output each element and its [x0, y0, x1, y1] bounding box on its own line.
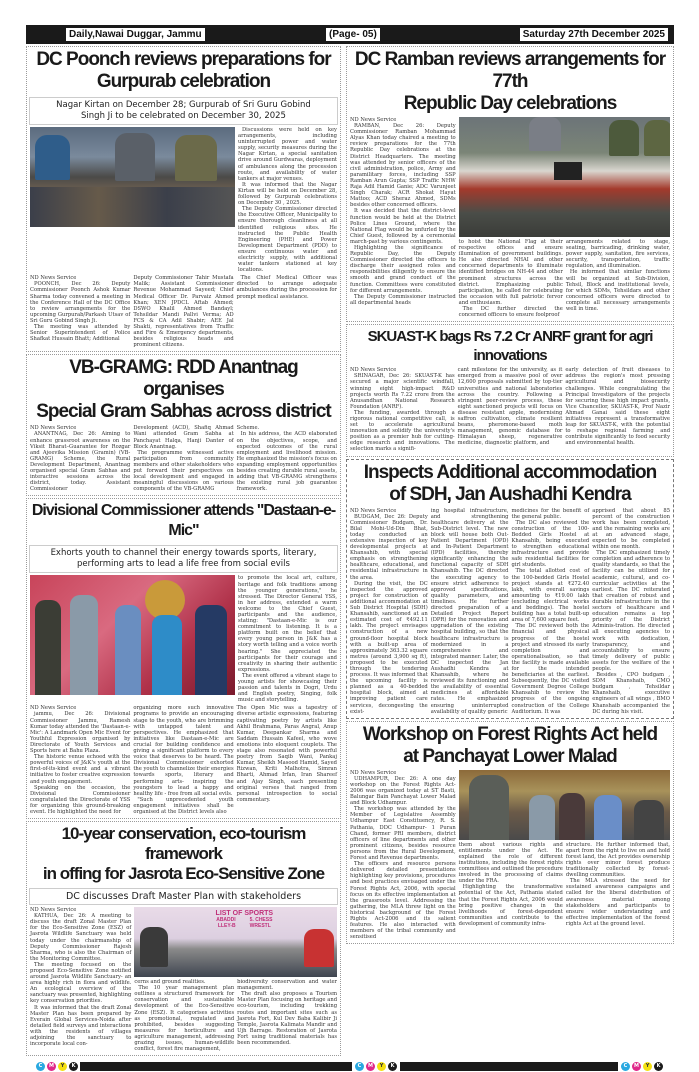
paragraph: biodiversity conservation and water management. — [237, 979, 338, 992]
paragraph: The meeting focused on the proposed Eco-Sensitive Zone notified around Jasrota Wildlife Sanctuary- an area highly rich in flora and wildlife. An ecological overview of the sanctuary was presented, highlighting key conservation priorities. — [30, 961, 132, 1005]
right-stack — [346, 46, 674, 944]
subheadline: DC discusses Draft Master Plan with stakeholders — [65, 891, 302, 903]
article-column — [237, 979, 337, 1052]
headline-line: Gurpurab celebration — [96, 71, 271, 92]
subheadline-box — [29, 888, 338, 905]
article-column — [459, 842, 563, 927]
headline-line: Inspects Additional accommodation — [363, 461, 657, 483]
paragraph: The meeting was attended by Senior Superintendent of Police Shafkat Hussain Bhatt; Additional — [30, 324, 131, 343]
article-column — [592, 508, 670, 715]
article-column — [237, 275, 337, 348]
subheadline-line: Singh Ji to be celebrated on December 30, 2025 — [81, 111, 286, 121]
headline — [27, 47, 340, 95]
paragraph: ing hospital infrastructure, and strengthening healthcare delivery at the Sub-District level. The new block will house both Out-Patient Department (OPD) and In-Patient Department (IPD) facilities, thereby significantly enhancing the functional capacity of SDH Khansahib. The DC directed the executing agency to ensure strict adherence to approved specifications, quality parameters, and timelines. He further directed preparation of a Detailed Project Report (DPR) for the renovation and upgradation of the existing hospital building, so that the healthcare infrastructure is modernized in a comprehensive and integrated manner. Later, the DC inspected the Jan Aushadhi Kendra at Khansahib, where he reviewed its functioning and the availability of essential medicines at affordable rates. He emphasized ensuring uninterrupted availability of quality generic — [430, 507, 509, 715]
paragraph: It was informed that the Nagar Kirtan will be held on December 28, followed by Gurpurab celebrations on December 30 , 2025. — [238, 181, 337, 207]
article-column — [237, 705, 337, 815]
headline — [347, 47, 673, 117]
headline-line: VB-GRAMG: RDD Anantnag organises — [69, 357, 298, 401]
subheadline-box — [29, 97, 338, 125]
photo-text: WRESTL — [249, 923, 271, 930]
registration-mark-yellow: Y — [643, 1062, 652, 1071]
article-budgam — [346, 459, 674, 719]
article-vbgramg — [26, 354, 341, 496]
article-poonch — [26, 46, 341, 352]
paragraph: arrangements related to stage, seating, barricading, drinking water, power supply, sanitation, fire services, security, transportation, traffic regulation, and illumination. — [565, 239, 671, 270]
headline — [347, 722, 673, 770]
paragraph: medicines for the benefit of the general public. — [511, 507, 590, 520]
registration-row — [26, 1062, 674, 1072]
paragraph: them about various rights and entitlements under the Act. He explained the role of different institutions, including the forest rights committees and outlined the procedure involved in the processing of claims under the FRA. — [458, 841, 563, 885]
registration-bar — [80, 1062, 352, 1071]
article-column — [350, 508, 428, 715]
headline-line: Special Gram Sabhas across district — [36, 401, 331, 423]
page-number: (Page- 05) — [326, 28, 380, 41]
paragraph: to promote the local art, culture, heritage and folk traditions among the younger generations," he stressed. The Director General YSS, in her address, extended a warm welcome to the Chief Guest, participants and the audience, stating: "Dastaan-e-Mic is our commitment to listening. It is a platform built on the belief that every young person in J&K has a story worth telling and a voice worth hearing." She appreciated the participants for their courage and creativity in sharing their authentic expressions. — [238, 575, 337, 673]
paragraph: The officers and resource persons delivered detailed presentations highlighting key provisions, procedures and best practices envisaged under the Forest Rights Act, 2006, with special focus on its effective implementation at the grassroots level. Addressing the gathering, the MLA threw light on the historical background of the Forest Rights Act-2006 and its salient features. He also interacted with members of the tribal community and sensitised — [350, 861, 456, 941]
paragraph: BUDGAM, Dec 26: Deputy Commissioner Budgam, Dr. Bilal Mohi-Ud-Din Bhat, today conducted an extensive inspection of key developmental projects at Khansahib, with special emphasis on strengthening healthcare, educational, and residential infrastructure in the area. — [350, 513, 428, 581]
article-column — [30, 907, 131, 1052]
headline — [27, 355, 340, 425]
workshop-photo — [459, 770, 670, 840]
paragraph: The Chief Medical Officer was directed to arrange adequate ambulances during the procession for prompt medical assistance. — [236, 275, 337, 300]
news-source: ND News Service — [350, 769, 397, 776]
paragraph: Discussions were held on key arrangements, including uninterrupted power and water supply, security measures during the Nagar Kirtan, a special sanitation drive around Gurdwaras, deployment of ambulances along the procession route, and availability of water tankers at major venues. — [238, 127, 337, 182]
article-column — [238, 575, 337, 703]
paragraph: Scheme. — [236, 425, 260, 432]
registration-mark-magenta: M — [632, 1062, 641, 1071]
article-column — [30, 425, 130, 492]
paragraph: In his address, the ACD elaborated on the objectives, scope, and expected outcomes of the rural employment and livelihood mission. He emphasized the mission's focus on expanding employment opportunities besides creating durable rural assets, adding that VB-GRAMG strengthens the existing rural job guarantee framework. — [236, 431, 337, 493]
paragraph: Deputy Commissioner Tahir Mustafa Malik; Assistant Commissioner Revenue Mohammad Sayeed; Chief Medical Officer Dr. Parvaiz Ahmed Khan; XEN JPDCL Aftab Ahmed; DSWO Khalil Ahmed Bandayl; Tehsildar Mandi Pallvi Verma; AD FCS & CA Adil Shabir; AEE Jal Shakti, representatives from Traffic and Fire & Emergency departments, besides religious heads and prominent citizens. — [133, 275, 234, 349]
masthead-bar — [26, 25, 674, 44]
meeting-photo — [30, 127, 235, 227]
headline — [27, 822, 340, 886]
subheadline — [33, 100, 334, 122]
paragraph: SRINAGAR, Dec 26: SKUAST-K has secured a major scientific windfall, winning eight high-impact R&D projects worth Rs 7.22 crore from the Anusandhan National Research Foundation (ANRF). — [350, 373, 455, 410]
news-source: ND News Service — [30, 425, 77, 432]
paragraph: to hoist the National Flag at their respective offices and ensure illumination of government buildings. He also directed NHAI and other concerned departments to illuminate identified bridges on NH-44 and other prominent structures across the district. Emphasizing public participation, he called for celebrating the occasion with full patriotic fervor and enthusiasm. — [458, 239, 563, 306]
article-column — [350, 770, 456, 941]
photo-banner-text: LIST OF SPORTS — [215, 910, 274, 918]
article-column — [431, 508, 509, 715]
paragraph: The Open Mic was a tapestry of diverse artistic expressions, featuring captivating poetry by artists like Akhil Brahmana, Paras Angral, Anup Kumar, Deepankar Sharma and Saddam Hussain Kafeel, who wove emotions into eloquent couplets. The stage also resonated with powerful poetry from Saqib Wani, Pankaj Kumar, Sheikh Masood Hamid, Sayed Rizwan, Kriti Malhotra, Simran Bharti, Ahmad Irfan, Iran Shareef and Ajay Singh, each presenting original verses that ranged from personal introspection to social commentary. — [236, 705, 337, 803]
photo-text: ABADDI — [216, 917, 236, 924]
paragraph: It was informed that the draft Zonal Master Plan has been prepared by Everain Global Services-Noida after detailed field surveys and interactions with the residents of villages adjoining the sanctuary to incorporate local con- — [30, 1004, 132, 1048]
paragraph: Highlighting the significance of Republic Day, the Deputy Commissioner directed the officers to discharge their assigned roles and responsibilities diligently to ensure the smooth and grand conduct of the function. Committees were constituted for different arrangements. — [350, 244, 456, 294]
headline-line: DC Poonch reviews preparations for — [36, 49, 331, 70]
subheadline-box — [29, 545, 338, 573]
paragraph: The DC emphasized timely completion and adherence to quality standards, so that the facility can be utilized for academic, cultural, and co-curricular activities at the earliest. The DC reiterated that creation of robust and durable infrastructure in the sectors of healthcare and education remains a top priority of the District Adminis-tration. He directed all executing agencies to work with dedication, transparency, and accountability to ensure timely delivery of public assets for the welfare of the people. — [592, 550, 670, 672]
paragraph: organizing more such innovative programs to provide an encouraging stage to the youth, who are brimming with untapped talent and perspectives. He emphasized that initiatives like Dastaan-e-Mic are crucial for building confidence and giving a significant platform to every voice that deserves to be heard. The Divisional Commissioner exhorted the youth to channelize their energies towards sports, literary and performing arts- inspiring the youngsters to lead a happy and healthy life - free from all social evils. — [133, 705, 234, 797]
paragraph: "Such unprecedented youth engagement initiatives shall be organised at the District levels also — [133, 796, 234, 815]
meeting-photo — [134, 907, 337, 977]
event-photo — [30, 575, 235, 695]
headline — [347, 460, 673, 508]
paragraph: cant milestone for the university, as it emerged from a massive pool of over 12,600 proposals submitted by top-tier universities and national laboratories across the country. Following a stringent peer-review process, these eight sanctioned projects will focus on disease resistant apple, modernising saffron cultivation, climate resilient beans, pheromone-based moth management, genomic database for Himalayan sheep, regenerative medicine, diagnostic platform, and — [457, 367, 563, 447]
article-column — [350, 367, 455, 452]
registration-mark-black: K — [654, 1062, 663, 1071]
paragraph: Besides , CPO budgam , SDM Khanshaib, CMO budgam , Tehsildar Khanshaib, executive engineers of all wings , BMO Khanshaib accompanied the DC during his visit. — [592, 672, 670, 715]
headline-line: Workshop on Forest Rights Act held — [362, 723, 658, 745]
article-column — [237, 425, 337, 492]
paragraph: During the visit, the DC inspected the approved project for construction of additional accommodation at Sub District Hospital (SDH) Khansahib, sanctioned at an estimated cost of ₹492.11 lakh. The project envisages construction of a new ground-floor hospital block with a built-up area of approximately 363.32 square metres (around 3,900 sq ft), proposed to be executed through the tendering process. It was informed that the upcoming facility is planned as a 40-bedded hospital block, aimed at improving patient care services, decongesting the exist- — [350, 580, 428, 715]
headline-line: Republic Day celebrations — [403, 93, 617, 114]
article-jasrota — [26, 821, 341, 1056]
article-column — [30, 275, 130, 348]
article-skuast — [346, 324, 674, 456]
headline-line: of SDH, Jan Aushadhi Kendra — [389, 483, 631, 505]
paragraph: The programme witnessed active participation from community members and other stakeholders who put forward their perspectives on local development and engaged in meaningful discussions on various components of the VB-GRAMG — [133, 449, 234, 493]
paragraph: apprised that about 85 percent of the construction work has been completed, and the remaining works are at an advanced stage, expected to be completed within one month. — [592, 507, 670, 551]
registration-mark-cyan: C — [355, 1062, 364, 1071]
article-column — [458, 367, 563, 452]
headline: SKUAST-K bags Rs 7.2 Cr ANRF grant for agri innovations — [367, 328, 653, 365]
photo-text: 5. CHESS — [249, 917, 273, 924]
paragraph: The Deputy Commissioner directed the Executive Officer, Municipality to ensure thorough cleanliness at all identified religious sites. He instructed the Public Health Engineering (PHE) and Power Development Department (PDD) to ensure continuous water and electricity supply, with additional water tankers stationed at key locations. — [238, 206, 337, 274]
article-column — [459, 239, 563, 318]
article-column — [565, 367, 670, 452]
subheadline-line: performing arts to lead a life free from social evils — [77, 559, 290, 570]
meeting-photo — [459, 117, 670, 237]
registration-mark-cyan: C — [36, 1062, 45, 1071]
paragraph: jammu, Dec 26: Divisional Commissioner Jammu, Ramesh Kumar today attended the 'Dastaan-e-Mic': A Landmark Open Mic Event for Youthful Expression organised by Directorate of Youth Services and Sports here at Bahu Plaza. — [30, 711, 131, 755]
paragraph: early detection of fruit diseases to address the region's most pressing agricultural and biosecurity challenges. While congratulating the Principal Investigators of the projects for securing these high impact grants, Vice Chancellor, SKUAST-K, Prof Nazir Ahmad Ganai said these eight initiatives represent a transformative leap for SKUAST-K, with the potential to reshape regional farming and contribute significantly to food security and environmental health. — [565, 367, 671, 447]
headline-line: DC Ramban reviews arrangements for 77th — [354, 49, 666, 92]
article-dastaan — [26, 498, 341, 819]
article-ramban — [346, 46, 674, 322]
article-column — [238, 127, 337, 273]
registration-mark-yellow: Y — [377, 1062, 386, 1071]
paragraph: The Deputy Commissioner instructed all departmental heads — [350, 293, 456, 306]
registration-mark-cyan: C — [621, 1062, 630, 1071]
left-stack — [26, 46, 341, 1056]
paragraph: The funding, awarded through a rigorous national competitive call, is set to accelerate agricultural innovation and solidify the university's position as a premier hub for cutting-edge research and innovations. The selection marks a signifi- — [350, 409, 455, 453]
paragraph: POONCH, Dec 26: Deputy Commissioner Poonch Ashok Kumar Sharma today convened a meeting in the Conference Hall of the DC Office to review arrangements for the upcoming Gurpurab/Parkash Utsav of Sri Guru Gobind Singh Ji. — [30, 281, 131, 324]
paragraph: The total allotted cost of the 100-bedded Girls Hostel project stands at ₹272.40 lakh, with overall savings amounting to ₹19.00 lakh (excluding electrical works and beddings). The hostel building has a total built-up area of 7,600 square feet. — [511, 568, 590, 624]
registration-bar — [400, 1062, 618, 1071]
paragraph: RAMBAN, Dec 26: Deputy Commissioner Ramban Mohammad Alyas Khan today chaired a meeting to review preparations for the 77th Republic Day celebrations at the District Headquarters. The meeting was attended by senior officers of the civil administration, police, Army and paramilitary forces, including SSP Ramban Arun Gupta; SSP Traffic NHW Raja Adil Hamid Ganie; ADC Varunjeet Singh Charak; ACR Shokat Hayat Mattoo; ACD Sheraz Ahmed, SDMs besides other concerned officers. — [350, 123, 456, 209]
paragraph: The workshop was attended by the Member of Legislative Assembly Udhampur East Constituency, R. S. Pathania, DDC Udhampur- 1 Puran Chand, former PRI members, district officers of line departments and other prominent citizens, besides resource persons from the Rural Development, Forest and Revenue departments. — [350, 806, 456, 862]
article-column — [133, 425, 233, 492]
paragraph: The DC reviewed both the financial and physical progress of the hostel project and stressed its early completion and operationalisation, so that the facility is made available for the intended beneficiaries at the earliest. Subsequently, the DC visited Government Degree College Khansahib to review the progress of the ongoing construction of the College Auditorium. It was — [511, 623, 590, 715]
registration-mark-black: K — [388, 1062, 397, 1071]
paragraph: Highlighting the transformative potential of the Act, Pathania stated that the Forest Rights Act, 2006 would bring positive changes in the livelihoods of forest-dependent communities and contribute to the development of community infra- — [458, 884, 563, 927]
paragraph: ANANTNAG, Dec 26: Aiming to enhance grassroot awareness on the Viksit Bharat–Guarantee for Rozgar and Ajeevika Mission (Gramin) (VB-GRAMG) Scheme, the Rural Development Department, Anantnag organised special Gram Sabhas and interactive sessions across the district, today. Assistant Commissioner — [30, 431, 131, 493]
paragraph: The DC also reviewed the construction of the 100-Bedded Girls Hostel at Khansahib, being executed to strengthen educational infrastructure and provide safe residential facilities for girl students. — [511, 519, 590, 569]
photo-text: LLEY-B — [217, 923, 236, 930]
subheadline-line: Exhorts youth to channel their energy towards sports, literary, — [50, 548, 317, 559]
paragraph: The historic venue echoed with the powerful voices of J&K's youth at the first-of-its-kind event and a vibrant initiative to foster creative expression and youth engagement. — [30, 754, 131, 785]
article-column — [566, 239, 670, 318]
news-source: ND News Service — [30, 705, 77, 712]
article-column — [350, 117, 456, 318]
paragraph: Development (ACD), Shafiq Ahmad Wani attended Gram Sabha at Panchayat Halqa, Hanji Danter of Block Anantnag. — [133, 425, 234, 450]
headline: Divisional Commissioner attends "Dastaan-e-Mic" — [31, 502, 336, 540]
article-column — [566, 842, 670, 927]
paragraph: It was decided that the district-level function would be held at the District Police Lines Ground, where the National Flag would be unfurled by the Chief Guest, followed by a ceremonial march-past by various contingents. — [350, 208, 456, 245]
article-column — [133, 275, 233, 348]
news-source: ND News Service — [30, 907, 77, 914]
issue-date: Saturday 27th December 2025 — [520, 28, 668, 41]
paragraph: He informed that similar functions will be organized at Sub-Division, Tehsil, Block and institutional levels, for which SDMs, Tehsildars and other concerned officers were directed to complete all necessary arrangements well in time. — [565, 269, 671, 313]
registration-mark-magenta: M — [366, 1062, 375, 1071]
paragraph: Speaking on the occasion, the Divisional Commissioner congratulated the Directorate of YSS for organizing this ground-breaking event. He highlighted the need for — [30, 784, 131, 815]
headline-line: at Panchayat Lower Malad — [403, 745, 617, 767]
subheadline — [33, 548, 334, 570]
paragraph: The event offered a vibrant stage to young artists for showcasing their passion and talents in Dogri, Urdu and English poetry, Singing, folk music and storytelling. — [238, 672, 337, 704]
registration-mark-yellow: Y — [58, 1062, 67, 1071]
article-udhampur — [346, 721, 674, 945]
article-column — [134, 979, 234, 1052]
registration-mark-black: K — [69, 1062, 78, 1071]
article-column — [133, 705, 233, 815]
news-source: ND News Service — [350, 117, 397, 123]
headline-line: 10-year conservation, eco-tourism framework — [61, 824, 306, 864]
subheadline-line: Nagar Kirtan on December 28; Gurpurab of Sri Guru Gobind — [56, 100, 311, 110]
paper-name: Daily,Nawai Duggar, Jammu — [66, 28, 205, 41]
paragraph: The MLA stressed the need for sustained awareness campaigns and called for the liberal distribution of awareness material among stakeholders and participants to ensure wider understanding and effective implementation of the forest rights Act at the ground level. — [565, 878, 671, 927]
paragraph: The draft also proposes a Tourism Master Plan focusing on heritage and eco-tourism, including trekking routes and important sites such as Jasrota Fort, Kul Dev Baba Kalibir Ji Temple, Jasrota Kalimata Mandir and Ujh Barrage. Restoration of Jasrota Fort using traditional materials has been recommended. — [237, 991, 338, 1046]
news-source: ND News Service — [350, 367, 397, 374]
paragraph: The 10 year management plan outlines a structured framework for conservation and sustainable development of the Eco-Sensitive Zone (ESZ). It categorises activities as promotional, regulated and prohibited, besides suggesting measures for horticulture and agriculture management, addressing grazing issues, human-wildlife conflict, forest fire management, — [134, 985, 235, 1053]
paragraph: UDHAMPUR, Dec 26: A one day workshop on the Forest Rights Act-2006 was organized today at ST Basti, Balungar Bain Panchayat Lower Malad and Block Udhampur. — [350, 775, 456, 807]
article-column — [512, 508, 590, 715]
registration-mark-magenta: M — [47, 1062, 56, 1071]
news-source: ND News Service — [350, 507, 397, 514]
article-column — [30, 705, 130, 815]
paragraph: cerns and ground realities. — [134, 979, 206, 986]
headline-line: in offing for Jasrota Eco-Sensitive Zone — [42, 864, 325, 884]
paragraph: KATHUA, Dec 26: A meeting to discuss the draft Zonal Master Plan for the Eco-Sensitive Zone (ESZ) of Jasrota Wildlife Sanctuary was held today under the chairmanship of Deputy Commissioner Rajesh Sharma, who is also the Chairman of the Monitoring Committee. — [30, 913, 132, 962]
paragraph: The DC further directed the concerned officers to ensure foolproof — [458, 306, 563, 319]
news-source: ND News Service — [30, 275, 77, 282]
paragraph: structure. He further informed that, apart from the right to live on and hold forest land, the Act provides ownership rights over minor forest produce traditionally collected by forest-dwelling communities. — [565, 841, 671, 879]
